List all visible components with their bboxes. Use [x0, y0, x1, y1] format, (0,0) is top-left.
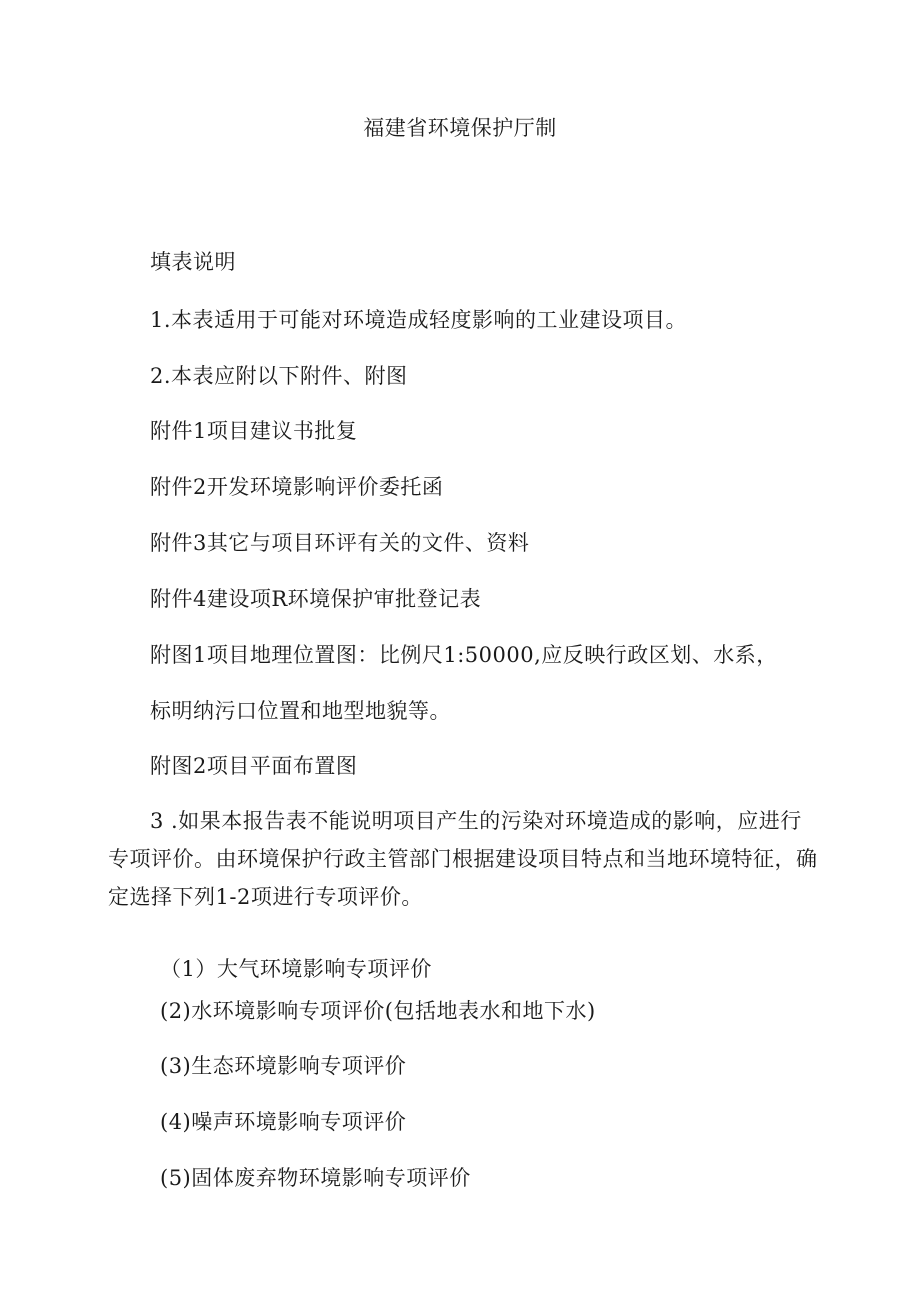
attachment-2: 附件2开发环境影响评价委托函: [150, 475, 444, 499]
assessment-item: （1）大气环境影响专项评价: [160, 957, 432, 981]
assessment-item: (4)噪声环境影响专项评价: [160, 1110, 407, 1134]
attachment-4: 附件4建设项R环境保护审批登记表: [150, 587, 482, 611]
figure-1-line-2: 标明纳污口位置和地型地貌等。: [150, 699, 451, 723]
instruction-item-3: 3 .如果本报告表不能说明项目产生的污染对环境造成的影响，应进行专项评价。由环境保护行政主管部门根据建设项目特点和当地环境特征，确定选择下列1-2项进行专项评价。: [108, 809, 818, 909]
attachment-1: 附件1项目建议书批复: [150, 419, 358, 443]
instructions-heading: 填表说明: [150, 250, 236, 274]
figure-1-line-1: 附图1项目地理位置图：比例尺1:50000,应反映行政区划、水系，: [150, 643, 778, 667]
assessment-item: (2)水环境影响专项评价(包括地表水和地下水): [160, 999, 596, 1023]
assessment-item: (5)固体废弃物环境影响专项评价: [160, 1166, 471, 1190]
assessment-item: (3)生态环境影响专项评价: [160, 1054, 407, 1078]
instruction-item-2: 2.本表应附以下附件、附图: [150, 364, 408, 388]
attachment-3: 附件3其它与项目环评有关的文件、资料: [150, 531, 530, 555]
figure-2: 附图2项目平面布置图: [150, 754, 358, 778]
instruction-item-1: 1.本表适用于可能对环境造成轻度影响的工业建设项目。: [150, 308, 688, 332]
issuing-authority: 福建省环境保护厅制: [363, 116, 557, 140]
